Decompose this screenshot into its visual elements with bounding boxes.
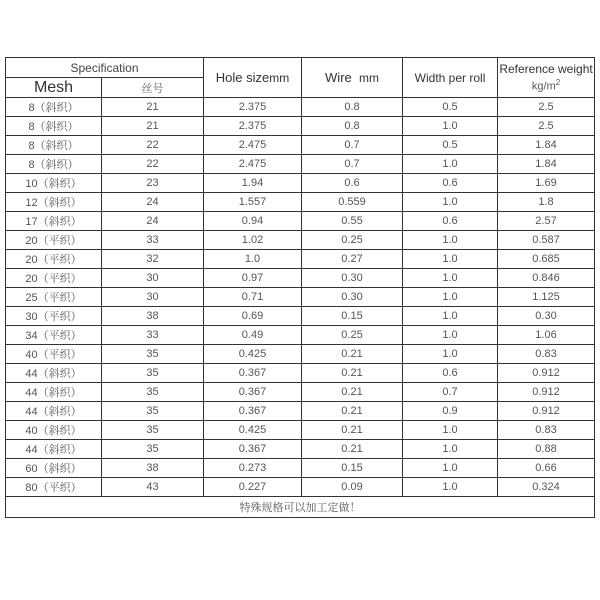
cell-gauge: 35: [102, 440, 204, 459]
cell-wire: 0.21: [302, 421, 403, 440]
cell-hole: 1.557: [204, 193, 302, 212]
cell-gauge: 35: [102, 402, 204, 421]
cell-mesh: 10（斜织）: [6, 174, 102, 193]
table-row: [6, 136, 595, 155]
cell-weight: 2.57: [498, 212, 595, 231]
table-row: [6, 364, 595, 383]
cell-mesh: 20（平织）: [6, 250, 102, 269]
cell-gauge: 30: [102, 288, 204, 307]
cell-gauge: 24: [102, 193, 204, 212]
cell-wire: 0.21: [302, 440, 403, 459]
cell-hole: 1.02: [204, 231, 302, 250]
width-per-roll-header: Width per roll: [403, 58, 498, 98]
cell-mesh: 20（平织）: [6, 269, 102, 288]
cell-mesh: 44（斜织）: [6, 402, 102, 421]
cell-width: 1.0: [403, 155, 498, 174]
reference-weight-label: Reference weight: [499, 61, 593, 76]
cell-mesh: 44（斜织）: [6, 440, 102, 459]
cell-wire: 0.15: [302, 459, 403, 478]
table-row: [6, 117, 595, 136]
cell-width: 1.0: [403, 269, 498, 288]
cell-width: 0.6: [403, 174, 498, 193]
specification-header: Specification: [6, 58, 204, 78]
cell-weight: 0.88: [498, 440, 595, 459]
custom-order-note: 特殊规格可以加工定做！: [6, 497, 595, 518]
cell-hole: 0.367: [204, 383, 302, 402]
cell-weight: 0.66: [498, 459, 595, 478]
hole-size-unit: mm: [269, 71, 290, 85]
cell-mesh: 30（平织）: [6, 307, 102, 326]
cell-weight: 1.06: [498, 326, 595, 345]
cell-width: 1.0: [403, 117, 498, 136]
cell-wire: 0.15: [302, 307, 403, 326]
cell-width: 1.0: [403, 288, 498, 307]
cell-gauge: 22: [102, 155, 204, 174]
cell-width: 0.9: [403, 402, 498, 421]
cell-weight: 0.83: [498, 421, 595, 440]
reference-weight-unit-base: kg/m: [531, 80, 556, 93]
table-row: [6, 212, 595, 231]
cell-weight: 0.685: [498, 250, 595, 269]
cell-wire: 0.25: [302, 231, 403, 250]
cell-gauge: 22: [102, 136, 204, 155]
cell-hole: 1.0: [204, 250, 302, 269]
table-row: [6, 345, 595, 364]
table-row: [6, 155, 595, 174]
cell-weight: 1.84: [498, 155, 595, 174]
table-row: [6, 288, 595, 307]
table-body: [6, 98, 595, 497]
cell-width: 1.0: [403, 250, 498, 269]
table-row: [6, 250, 595, 269]
cell-mesh: 8（斜织）: [6, 136, 102, 155]
wire-unit: mm: [358, 71, 379, 85]
cell-weight: 0.587: [498, 231, 595, 250]
cell-hole: 2.375: [204, 117, 302, 136]
cell-hole: 0.227: [204, 478, 302, 497]
cell-width: 1.0: [403, 345, 498, 364]
cell-weight: 0.912: [498, 364, 595, 383]
specification-table: [5, 57, 595, 518]
cell-weight: 1.69: [498, 174, 595, 193]
cell-width: 1.0: [403, 307, 498, 326]
cell-wire: 0.55: [302, 212, 403, 231]
cell-mesh: 8（斜织）: [6, 98, 102, 117]
cell-hole: 0.97: [204, 269, 302, 288]
cell-weight: 1.84: [498, 136, 595, 155]
cell-hole: 0.71: [204, 288, 302, 307]
cell-gauge: 43: [102, 478, 204, 497]
cell-weight: 0.912: [498, 383, 595, 402]
table-row: [6, 383, 595, 402]
cell-gauge: 30: [102, 269, 204, 288]
cell-width: 0.7: [403, 383, 498, 402]
cell-gauge: 21: [102, 98, 204, 117]
table-row: [6, 231, 595, 250]
table-row: [6, 193, 595, 212]
cell-weight: 0.83: [498, 345, 595, 364]
cell-weight: 0.30: [498, 307, 595, 326]
cell-weight: 1.125: [498, 288, 595, 307]
table-row: [6, 326, 595, 345]
cell-wire: 0.21: [302, 345, 403, 364]
cell-hole: 2.475: [204, 155, 302, 174]
reference-weight-header: [498, 58, 595, 98]
wire-header: [302, 58, 403, 98]
cell-mesh: 40（斜织）: [6, 421, 102, 440]
cell-wire: 0.559: [302, 193, 403, 212]
table-row: [6, 98, 595, 117]
cell-hole: 0.367: [204, 402, 302, 421]
cell-width: 0.5: [403, 136, 498, 155]
cell-width: 1.0: [403, 478, 498, 497]
hole-size-label: Hole size: [215, 70, 270, 85]
cell-gauge: 33: [102, 231, 204, 250]
cell-wire: 0.21: [302, 364, 403, 383]
table-row: [6, 402, 595, 421]
cell-width: 1.0: [403, 326, 498, 345]
cell-wire: 0.21: [302, 402, 403, 421]
table-row: [6, 307, 595, 326]
cell-hole: 0.49: [204, 326, 302, 345]
cell-mesh: 17（斜织）: [6, 212, 102, 231]
cell-hole: 0.94: [204, 212, 302, 231]
reference-weight-unit-exp: 2: [555, 77, 561, 87]
cell-gauge: 38: [102, 459, 204, 478]
cell-hole: 0.425: [204, 345, 302, 364]
cell-wire: 0.25: [302, 326, 403, 345]
cell-width: 0.5: [403, 98, 498, 117]
cell-hole: 0.69: [204, 307, 302, 326]
cell-weight: 0.912: [498, 402, 595, 421]
gauge-header: 丝号: [102, 78, 204, 98]
cell-wire: 0.7: [302, 136, 403, 155]
cell-hole: 0.367: [204, 364, 302, 383]
cell-hole: 0.273: [204, 459, 302, 478]
cell-weight: 2.5: [498, 98, 595, 117]
cell-wire: 0.30: [302, 288, 403, 307]
cell-width: 1.0: [403, 231, 498, 250]
cell-mesh: 25（平织）: [6, 288, 102, 307]
cell-gauge: 24: [102, 212, 204, 231]
cell-weight: 0.846: [498, 269, 595, 288]
cell-gauge: 33: [102, 326, 204, 345]
table-row: [6, 440, 595, 459]
cell-mesh: 40（平织）: [6, 345, 102, 364]
cell-weight: 2.5: [498, 117, 595, 136]
table-row: [6, 459, 595, 478]
cell-mesh: 80（平织）: [6, 478, 102, 497]
cell-mesh: 8（斜织）: [6, 117, 102, 136]
cell-gauge: 35: [102, 383, 204, 402]
cell-mesh: 34（平织）: [6, 326, 102, 345]
cell-gauge: 23: [102, 174, 204, 193]
cell-mesh: 44（斜织）: [6, 364, 102, 383]
cell-mesh: 60（斜织）: [6, 459, 102, 478]
cell-gauge: 32: [102, 250, 204, 269]
cell-weight: 1.8: [498, 193, 595, 212]
hole-size-header: [204, 58, 302, 98]
table-row: [6, 478, 595, 497]
cell-wire: 0.30: [302, 269, 403, 288]
cell-gauge: 35: [102, 345, 204, 364]
cell-mesh: 44（斜织）: [6, 383, 102, 402]
cell-wire: 0.7: [302, 155, 403, 174]
cell-width: 1.0: [403, 421, 498, 440]
mesh-header: Mesh: [6, 78, 102, 98]
cell-gauge: 38: [102, 307, 204, 326]
table-row: [6, 174, 595, 193]
cell-mesh: 12（斜织）: [6, 193, 102, 212]
cell-weight: 0.324: [498, 478, 595, 497]
cell-wire: 0.27: [302, 250, 403, 269]
cell-wire: 0.8: [302, 117, 403, 136]
table-row: [6, 269, 595, 288]
cell-hole: 2.375: [204, 98, 302, 117]
cell-wire: 0.8: [302, 98, 403, 117]
cell-wire: 0.09: [302, 478, 403, 497]
cell-width: 1.0: [403, 440, 498, 459]
cell-gauge: 21: [102, 117, 204, 136]
cell-mesh: 20（平织）: [6, 231, 102, 250]
reference-weight-unit: [498, 76, 594, 94]
cell-hole: 0.425: [204, 421, 302, 440]
wire-label: Wire: [325, 70, 352, 85]
cell-hole: 0.367: [204, 440, 302, 459]
cell-width: 0.6: [403, 212, 498, 231]
cell-hole: 2.475: [204, 136, 302, 155]
cell-gauge: 35: [102, 421, 204, 440]
cell-wire: 0.6: [302, 174, 403, 193]
cell-width: 1.0: [403, 459, 498, 478]
cell-width: 1.0: [403, 193, 498, 212]
cell-gauge: 35: [102, 364, 204, 383]
cell-width: 0.6: [403, 364, 498, 383]
cell-wire: 0.21: [302, 383, 403, 402]
cell-mesh: 8（斜织）: [6, 155, 102, 174]
table-row: [6, 421, 595, 440]
cell-hole: 1.94: [204, 174, 302, 193]
